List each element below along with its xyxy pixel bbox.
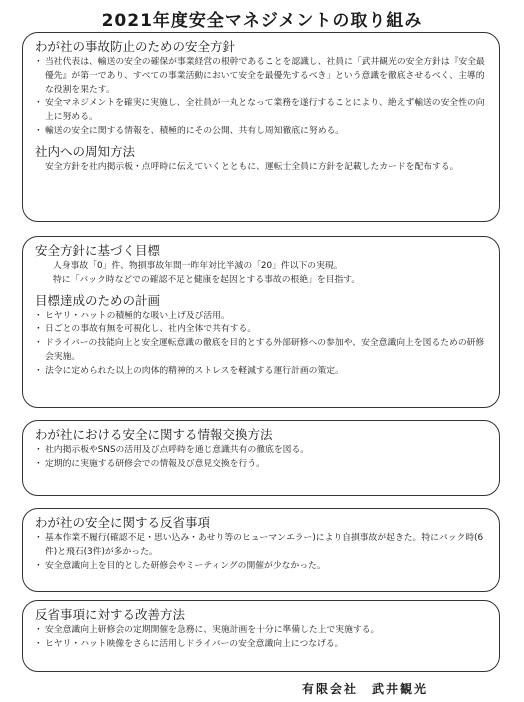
list-item: ・ 安全意識向上を目的とした研修会やミーティングの開催が少なかった。	[35, 560, 487, 574]
company-name: 有限会社 武井観光	[301, 682, 428, 696]
list-item: ・ ドライバーの技能向上と安全運転意識の徹底を目的とする外部研修への参加や、安全意識向上を図るための研修会実施。	[35, 337, 487, 365]
reflection-list	[35, 532, 487, 573]
improvement-box	[22, 600, 500, 672]
list-item: ・ 輸送の安全に関する情報を、積極的にその公開、共有し周知徹底に努める。	[35, 125, 487, 139]
internal-notice-heading: 社内への周知方法	[35, 143, 136, 159]
internal-notice-text: 安全方針を社内掲示板・点呼時に伝えていくとともに、運転士全員に方針を記載したカードを配布する。	[45, 161, 459, 172]
safety-goals-box	[22, 236, 500, 408]
improvement-list	[35, 624, 487, 652]
safety-policy-list	[35, 56, 487, 139]
info-exchange-box	[22, 420, 500, 496]
safety-goals-heading: 安全方針に基づく目標	[35, 243, 161, 258]
list-item: ・ 日ごとの事故有無を可視化し、社内全体で共有する。	[35, 323, 487, 337]
safety-policy-heading: わが社の事故防止のための安全方針	[35, 39, 236, 54]
info-exchange-heading: わが社における安全に関する情報交換方法	[35, 427, 273, 442]
list-item: ・ 社内掲示板やSNSの活用及び点呼時を通じ意識共有の徹底を図る。	[35, 444, 487, 458]
page-title: 2021年度安全マネジメントの取り組み	[101, 11, 423, 31]
improvement-heading: 反省事項に対する改善方法	[35, 607, 186, 622]
goal-text: 特に「バック時などでの確認不足と健康を起因とする事故の根絶」を目指す。	[53, 274, 361, 285]
list-item: ・ 定期的に実施する研修会での情報及び意見交換を行う。	[35, 458, 487, 472]
reflection-box	[22, 508, 500, 592]
list-item: ・ 当社代表は、輸送の安全の確保が事業経営の根幹であることを認識し、社員に「武井観光の安全方針は『安全最優先』が第一であり、すべての事業活動において安全を最優先するべき」という意識を徹底させるべく、主導的な役割を果たす。	[35, 56, 487, 97]
list-item: ・ 法令に定められた以上の肉体的精神的ストレスを軽減する運行計画の策定。	[35, 365, 487, 379]
list-item: ・ 安全マネジメントを確実に実施し、全社員が一丸となって業務を遂行することにより、絶えず輸送の安全性の向上に努める。	[35, 97, 487, 125]
list-item: ・ 安全意識向上研修会の定期開催を急務に、実施計画を十分に準備した上で実施する。	[35, 624, 487, 638]
action-plan-list	[35, 310, 487, 379]
list-item: ・ ヒヤリ・ハット映像をさらに活用しドライバーの安全意識向上につなげる。	[35, 638, 487, 652]
reflection-heading: わが社の安全に関する反省事項	[35, 515, 211, 530]
goal-text: 人身事故「0」件、物損事故年間一昨年対比半減の「20」件以下の実現。	[53, 261, 343, 271]
list-item: ・ 基本作業不履行(確認不足・思い込み・あせり等のヒューマンエラー)により自損事故が起きた。特にバック時(6件)と飛石(3件)が多かった。	[35, 532, 487, 560]
info-exchange-list	[35, 444, 487, 472]
action-plan-heading: 目標達成のための計画	[35, 292, 161, 308]
safety-policy-box	[22, 32, 500, 222]
list-item: ・ ヒヤリ・ハットの積極的な吸い上げ及び活用。	[35, 310, 487, 324]
